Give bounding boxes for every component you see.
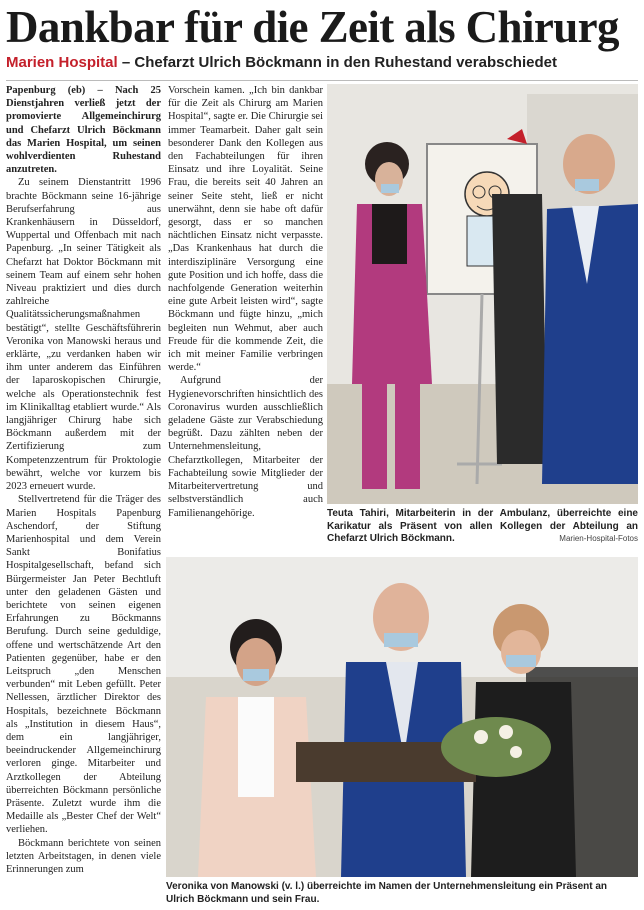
headline: Dankbar für die Zeit als Chirurg xyxy=(6,2,619,52)
article-column-1 xyxy=(6,84,161,904)
photo-gift xyxy=(166,557,638,877)
article-column-2 xyxy=(168,84,323,554)
photo-caricature xyxy=(327,84,638,504)
photo-caricature-illustration xyxy=(327,84,638,504)
photo-caricature-caption: Teuta Tahiri, Mitarbeiterin in der Ambulanz, überreichte eine Karikatur als Präsent von allen Kollegen der Abteilung an Chefarzt Ulrich Böckmann. xyxy=(327,508,638,544)
subheadline xyxy=(6,54,638,71)
subheadline-text: – Chefarzt Ulrich Böckmann in den Ruhestand verabschiedet xyxy=(117,54,557,71)
body-paragraph: Zu seinem Dienstantritt 1996 brachte Böckmann seine 16-jährige Berufserfahrung aus Krankenhäusern in Düsseldorf, Wuppertal und Offenbach mit nach Papenburg. „In seiner Tätigkeit als Chefarzt hat Doktor Böckmann mit seinem Team auf einem sehr hohen Niveau praktiziert und dies durch zahlreiche Qualitätssicherungsmaßnahmen bestätigt“, stellte Geschäftsführerin Veronika von Manowski heraus und erklärte, „zu verdanken haben wir ihm unter anderem das Einführen der laparoskopischen Chirurgie, welche als Operationstechnik fest im Klinikalltag etabliert wurde.“ Als langjähriger Chirurg habe sich Böckmann außerdem mit der Zertifizierung zum Kompetenzzentrum für Proktologie bewährt, welche vor kurzem bis 2023 erneuert wurde. xyxy=(6,177,161,493)
body-paragraph: Vorschein kamen. „Ich bin dankbar für die Zeit als Chirurg am Marien Hospital“, sagte er. Die Chirurgie sei immer Teamarbeit. Daher galt sein besonderer Dank den Kollegen aus den Fachabteilungen für ihren Einsatz und ihre Loyalität. Seine Frau, die bereits seit 40 Jahren an seiner Seite steht, ließ er nicht unerwähnt, denn sie habe oft dafür gesorgt, dass er so manchen nächtlichen Einsatz nicht verpasste. „Das Krankenhaus hat durch die interdisziplinäre Versorgung eine gute Position und ich hoffe, dass die nachfolgende Generation weiterhin eine gute Arbeit leisten wird“, sagte Böckmann und fügte hinzu, „mich begleiten nun Wehmut, aber auch Freude für die kommende Zeit, die ich mit meiner Familie verbringen werde.“ xyxy=(168,85,323,374)
photo-credit: Marien-Hospital-Fotos xyxy=(559,534,638,543)
lead-paragraph: Papenburg (eb) – Nach 25 Dienstjahren verließ jetzt der promovierte Allgemeinchirurg und Chefarzt Ulrich Böckmann das Marien Hospital, um seinen wohlverdienten Ruhestand anzutreten. xyxy=(6,85,161,176)
body-paragraph: Stellvertretend für die Träger des Marien Hospitals Papenburg Aschendorf, der Stiftung Marienhospital und dem Verein Sankt Bonifatius Hospitalgesellschaft, befand sich Bürgermeister Jan Peter Bechtluft unter den geladenen Gästen und berichtete von seinen eigenen Erfahrungen zu Böckmanns Berufung. Durch seine geduldige, offene und wertschätzende Art den Patienten gegenüber, habe er den Leitspruch „den Menschen verbunden“ mit Leben gefüllt. Peter Nellessen, ärztlicher Direktor des Hospitals, bezeichnete Böckmann als „Institution in diesem Haus“, dem ein langjähriger, beeindruckender Allgemeinchirurg verloren ginge. Mitarbeiter und Arztkollegen der Abteilung überreichten Böckmann persönliche Präsente. Zuletzt wurde ihm die Medaille als „Bester Chef der Welt“ verliehen. xyxy=(6,494,161,836)
photo-gift-caption: Veronika von Manowski (v. l.) überreichte im Namen der Unternehmensleitung ein Präsent an Ulrich Böckmann und sein Frau. xyxy=(166,881,608,905)
kicker: Marien Hospital xyxy=(6,54,118,71)
header-rule xyxy=(6,80,638,81)
body-paragraph: Aufgrund der Hygienevorschriften hinsichtlich des Coronavirus wurden ausschließlich geladene Gäste zur Verabschiedung begrüßt. Dazu zählten neben der Unternehmensleitung, Chefarztkollegen, Mitarbeiter der Fachabteilung sowie Mitglieder der Mitarbeitervertretung und selbstverständlich auch Familienangehörige. xyxy=(168,375,323,519)
body-paragraph: Böckmann berichtete von seinen letzten Arbeitstagen, in denen viele Erinnerungen zum xyxy=(6,837,161,875)
photo-gift-illustration xyxy=(166,557,638,877)
